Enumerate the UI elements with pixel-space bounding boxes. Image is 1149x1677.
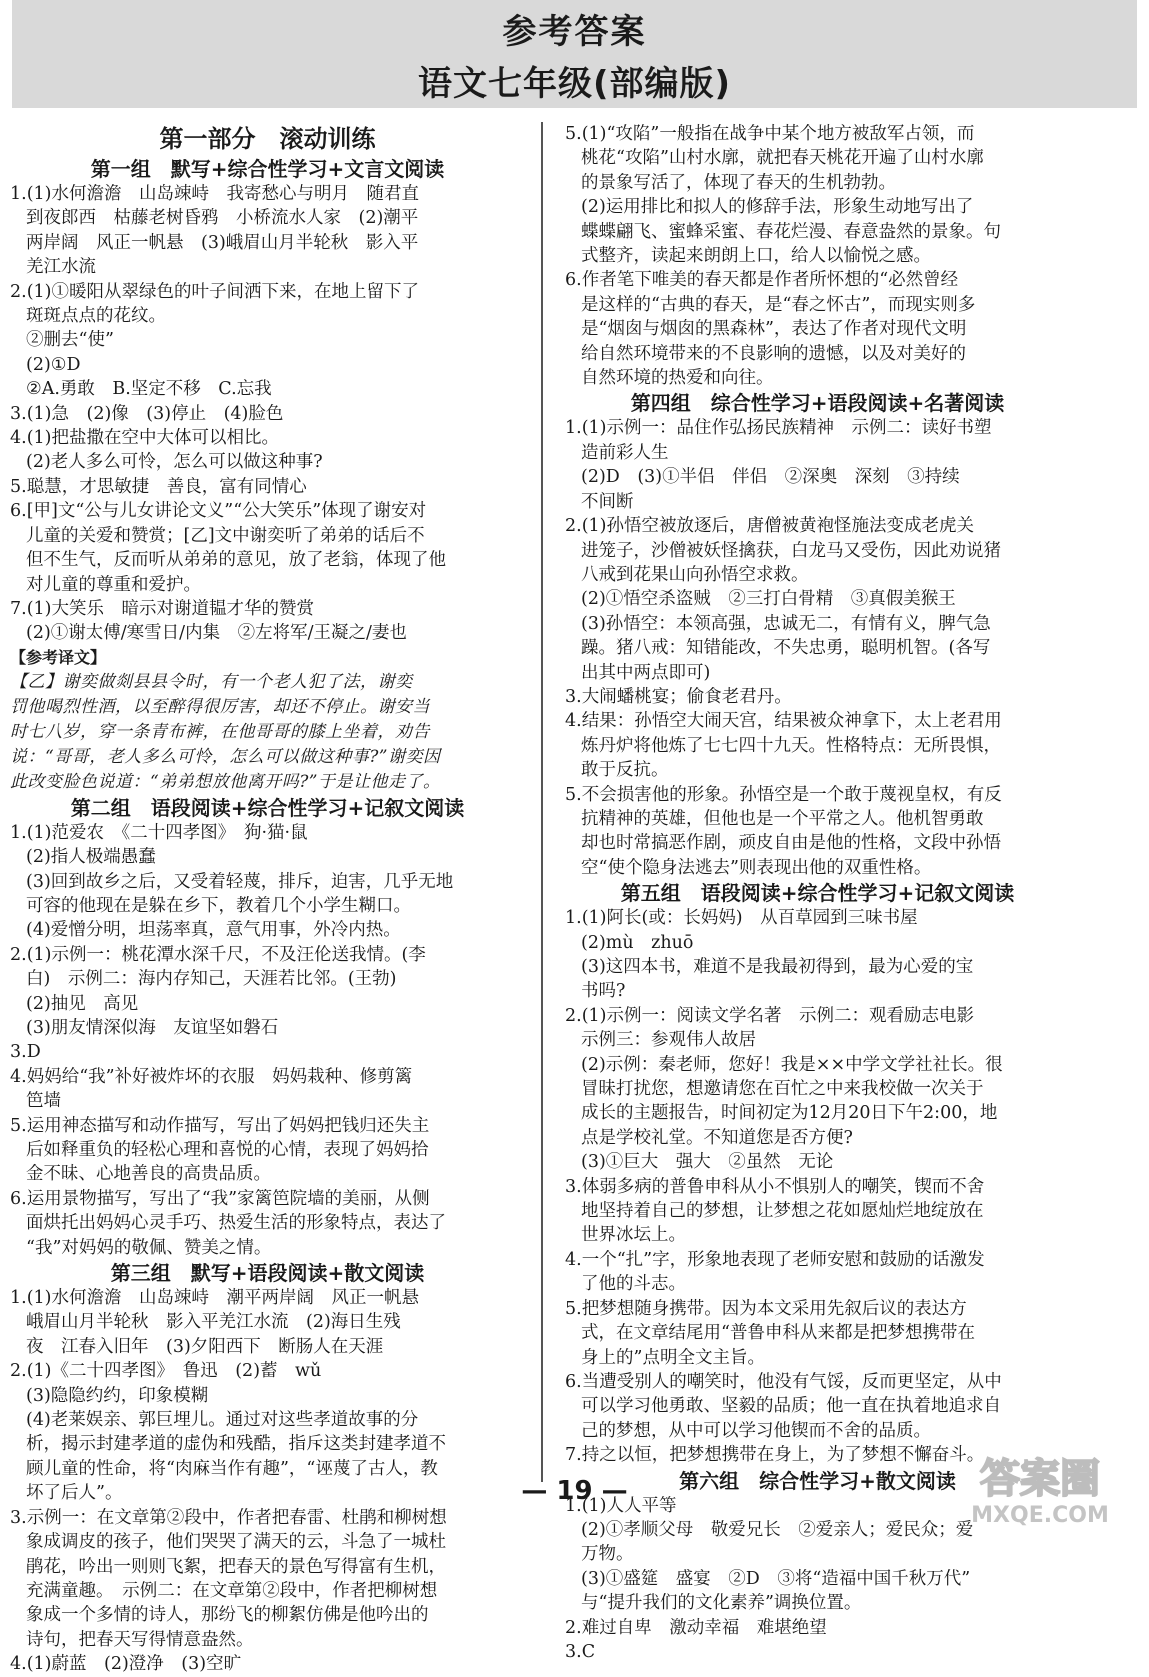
answer-line: 4.结果：孙悟空大闹天宫，结果被众神拿下，太上老君用: [565, 711, 1002, 732]
reference-label: 【参考译文】: [10, 647, 107, 667]
answer-line: 敢于反抗。: [581, 760, 669, 781]
answer-line: 6.运用景物描写，写出了“我”家篱笆院墙的美丽，从侧: [10, 1188, 430, 1209]
answer-line: 与“提升我们的文化素养”调换位置。: [581, 1593, 862, 1614]
answer-line: 儿童的关爱和赞赏；[乙]文中谢奕听了弟弟的话后不: [26, 525, 425, 546]
answer-line: 【乙】谢奕做剡县县令时，有一个老人犯了法，谢奕: [10, 671, 413, 692]
answer-line: 身上的”点明全文主旨。: [581, 1347, 765, 1368]
answer-line: (2)示例：秦老师，您好！我是××中学文学社社长。很: [581, 1054, 1003, 1075]
answer-line: 夜 江春入旧年 (3)夕阳西下 断肠人在天涯: [26, 1336, 384, 1357]
answer-line: 象成调皮的孩子，他们哭哭了满天的云，斗急了一城杜: [26, 1532, 446, 1553]
answer-line: 自然环境的热爱和向往。: [581, 368, 774, 389]
answer-line: (4)爱憎分明，坦荡率真，意气用事，外冷内热。: [26, 920, 401, 941]
answer-line: 进笼子，沙僧被妖怪擒获，白龙马又受伤，因此劝说猪: [581, 540, 1001, 561]
answer-line: 2.(1)示例一：桃花潭水深千尺，不及汪伦送我情。(李: [10, 944, 426, 965]
page-subtitle: 语文七年级(部编版): [417, 64, 732, 104]
answer-line: 顾儿童的性命，将“肉麻当作有趣”，“诬蔑了古人，教: [26, 1458, 438, 1479]
answer-line: 给自然环境带来的不良影响的遗憾，以及对美好的: [581, 343, 966, 364]
answer-line: (2)运用排比和拟人的修辞手法，形象生动地写出了: [581, 197, 974, 218]
answer-line: 此改变脸色说道：“弟弟想放他离开吗?”于是让他走了。: [10, 771, 441, 792]
answer-line: 诗句，把春天写得情意盎然。: [26, 1629, 254, 1650]
answer-line: (3)孙悟空：本领高强，忠诚无二，有情有义，脾气急: [581, 613, 991, 634]
group5-answers: [565, 906, 1070, 1467]
answer-line: (3)这四本书，难道不是我最初得到，最为心爱的宝: [581, 957, 974, 977]
answer-line: 可以学习他勇敢、坚毅的品质；他一直在执着地追求自: [581, 1396, 1001, 1417]
answer-line: 万物。: [581, 1544, 634, 1565]
answer-line: 象成一个多情的诗人，那纷飞的柳絮仿佛是他吟出的: [26, 1605, 429, 1626]
answer-line: 3.示例一：在文章第②段中，作者把春雷、杜鹃和柳树想: [10, 1507, 447, 1528]
answer-line: 到夜郎西 枯藤老树昏鸦 小桥流水人家 (2)潮平: [26, 208, 419, 229]
answer-line: (2)①孝顺父母 敬爱兄长 ②爱亲人；爱民众；爱: [581, 1519, 974, 1540]
answer-line: 是这样的“古典的春天，是“春之怀古”，而现实则多: [581, 294, 976, 315]
answer-line: 金不昧、心地善良的高贵品质。: [26, 1164, 271, 1185]
answer-line: 1.(1)范爱农 《二十四孝图》 狗·猫·鼠: [10, 822, 308, 843]
answer-line: 1.(1)示例一：品住作弘扬民族精神 示例二：读好书塑: [565, 418, 992, 439]
answer-line: (2)①谢太傅/寒雪日/内集 ②左将军/王凝之/妻也: [26, 623, 407, 644]
answer-line: 羌江水流: [26, 257, 96, 278]
answer-line: 面烘托出妈妈心灵手巧、热爱生活的形象特点，表达了: [26, 1213, 446, 1234]
answer-line: 是“烟囱与烟囱的黑森林”，表达了作者对现代文明: [581, 319, 967, 340]
group-title: 第三组 默写+语段阅读+散文阅读: [110, 1261, 425, 1286]
answer-line: (3)隐隐约约，印象模糊: [26, 1385, 209, 1406]
answer-line: 2.(1)《二十四孝图》 鲁迅 (2)蓄 wǔ: [10, 1361, 322, 1382]
answer-line: (2)D (3)①半侣 伴侣 ②深奥 深刻 ③持续: [581, 467, 960, 488]
answer-line: 己的梦想，从中可以学习他锲而不舍的品质。: [581, 1420, 931, 1441]
answer-line: 5.把梦想随身携带。因为本文采用先叙后议的表达方: [565, 1298, 967, 1319]
answer-line: (3)①巨大 强大 ②虽然 无论: [581, 1152, 834, 1173]
answer-line: 7.(1)大笑乐 暗示对谢道韫才华的赞赏: [10, 598, 314, 619]
answer-line: 7.持之以恒，把梦想携带在身上，为了梦想不懈奋斗。: [565, 1445, 985, 1466]
left-column: [10, 122, 525, 1675]
answer-line: 的景象写活了，体现了春天的生机勃勃。: [581, 172, 896, 193]
answer-line: 6.[甲]文“公与儿女讲论文义”“公大笑乐”体现了谢安对: [10, 501, 427, 522]
answer-line: 蝶蝶翩飞、蜜蜂采蜜、春花烂漫、春意盎然的景象。句: [581, 221, 1001, 242]
answer-line: (2)①D: [26, 354, 81, 375]
answer-line: (2)抽见 高见: [26, 993, 139, 1014]
page-number: — 19 —: [521, 1476, 628, 1506]
answer-line: 鹃花，吟出一则则飞絮，把春天的景色写得富有生机，: [26, 1556, 446, 1577]
answer-line: (3)①盛筵 盛宴 ②D ③将“造福中国千秋万代”: [581, 1568, 971, 1589]
answer-line: (2)①悟空杀盗贼 ②三打白骨精 ③真假美猴王: [581, 589, 956, 610]
part-title: 第一部分 滚动训练: [159, 125, 376, 153]
answer-line: (2)老人多么可怜，怎么可以做这种事?: [26, 452, 323, 473]
answer-line: 5.聪慧，才思敏捷 善良，富有同情心: [10, 476, 307, 497]
answer-line: 析，揭示封建孝道的虚伪和残酷，指斥这类封建孝道不: [26, 1434, 446, 1455]
answer-line: (3)回到故乡之后，又受着轻蔑，排斥，迫害，几乎无地: [26, 871, 454, 892]
answer-line: 峨眉山月半轮秋 影入平羌江水流 (2)海日生残: [26, 1312, 401, 1333]
answer-line: 成长的主题报告，时间初定为12月20日下午2:00，地: [581, 1103, 998, 1124]
answer-line: ②A.勇敢 B.坚定不移 C.忘我: [26, 379, 272, 400]
group-title: 第六组 综合性学习+散文阅读: [679, 1468, 956, 1493]
answer-line: 1.(1)人人平等: [565, 1495, 677, 1516]
answer-line: (3)朋友情深似海 友谊坚如磐石: [26, 1017, 279, 1038]
answer-line: 对儿童的尊重和爱护。: [26, 574, 201, 595]
answer-line: 1.(1)阿长(或：长妈妈) 从百草园到三味书屋: [565, 908, 918, 929]
answer-line: 笆墙: [26, 1091, 61, 1112]
answer-line: 桃花“攻陷”山村水廓，就把春天桃花开遍了山村水廓: [581, 148, 984, 169]
answer-line: 3.(1)急 (2)像 (3)停止 (4)脸色: [10, 403, 284, 424]
answer-line: 罚他喝烈性酒，以至醉得很厉害，却还不停止。谢安当: [10, 696, 430, 717]
answer-line: 2.(1)孙悟空被放逐后，唐僧被黄袍怪施法变成老虎关: [565, 516, 974, 537]
answer-line: 充满童趣。 示例二：在文章第②段中，作者把柳树想: [26, 1580, 438, 1601]
answer-line: 八戒到花果山向孙悟空求救。: [581, 564, 809, 585]
answer-line: 炼丹炉将他炼了七七四十九天。性格特点：无所畏惧，: [581, 735, 1001, 756]
page-title: 参考答案: [502, 12, 647, 52]
answer-line: 说：“哥哥，老人多么可怜，怎么可以做这种事?”谢奕因: [10, 746, 441, 767]
answer-line: 4.妈妈给“我”补好被炸坏的衣服 妈妈栽种、修剪篱: [10, 1066, 413, 1087]
answer-line: 冒昧打扰您，想邀请您在百忙之中来我校做一次关于: [581, 1079, 984, 1100]
answer-line: 抗精神的英雄，但他也是一个平常之人。他机智勇敢: [581, 808, 984, 829]
answer-line: 1.(1)水何澹澹 山岛竦峙 我寄愁心与明月 随君直: [10, 184, 419, 204]
answer-line: (2)指人极端愚蠢: [26, 847, 156, 868]
answer-line: 可容的他现在是躲在乡下，教着几个小学生糊口。: [26, 895, 411, 916]
answer-line: 两岸阔 风正一帆悬 (3)峨眉山月半轮秋 影入平: [26, 232, 419, 253]
answer-line: 2.(1)①暖阳从翠绿色的叶子间洒下来，在地上留下了: [10, 281, 419, 302]
answer-line: 3.体弱多病的普鲁申科从小不惧别人的嘲笑，锲而不舍: [565, 1176, 985, 1197]
answer-line: 6.作者笔下唯美的春天都是作者所怀想的“必然曾经: [565, 270, 959, 291]
svg-text:答案圈: 答案圈: [980, 1456, 1100, 1502]
answer-line: 不间断: [581, 491, 634, 512]
answer-line: 但不生气，反而听从弟弟的意见，放了老翁，体现了他: [26, 550, 446, 571]
answer-line: 5.运用神态描写和动作描写，写出了妈妈把钱归还失主: [10, 1115, 430, 1136]
answer-line: 4.(1)把盐撒在空中大体可以相比。: [10, 428, 279, 449]
group4-answers: [565, 416, 1070, 880]
answer-line: 书吗?: [581, 981, 626, 1002]
answer-line: 斑斑点点的花纹。: [26, 306, 166, 327]
answer-line: (4)老莱娱亲、郭巨埋儿。通过对这些孝道故事的分: [26, 1410, 419, 1431]
answer-line: 2.难过自卑 激动幸福 难堪绝望: [565, 1617, 827, 1638]
answer-line: 世界冰坛上。: [581, 1225, 686, 1246]
answer-line: ②删去“使”: [26, 330, 114, 351]
answer-line: 5.(1)“攻陷”一般指在战争中某个地方被敌军占领，而: [565, 124, 975, 144]
answer-line: 3.大闹蟠桃宴；偷食老君丹。: [565, 686, 792, 707]
answer-line: 6.当遭受别人的嘲笑时，他没有气馁，反而更坚定，从中: [565, 1371, 1002, 1392]
group-title: 第四组 综合性学习+语段阅读+名著阅读: [630, 391, 1005, 416]
group-title: 第二组 语段阅读+综合性学习+记叙文阅读: [70, 795, 465, 820]
answer-line: 坏了后人”。: [26, 1483, 123, 1504]
column-divider: [541, 122, 543, 1482]
answer-banner: [12, 0, 1137, 108]
answer-line: (2)mù zhuō: [581, 932, 694, 953]
answer-line: 白) 示例二：海内存知己，天涯若比邻。(王勃): [26, 969, 397, 990]
answer-line: 躁。猪八戒：知错能改，不失忠勇，聪明机智。(各写: [581, 638, 991, 659]
answer-line: 地坚持着自己的梦想，让梦想之花如愿灿烂地绽放在: [581, 1201, 984, 1222]
group-title: 第五组 语段阅读+综合性学习+记叙文阅读: [620, 881, 1015, 906]
answer-line: 出其中两点即可): [581, 662, 711, 683]
group-title: 第一组 默写+综合性学习+文言文阅读: [90, 157, 445, 181]
answer-line: 2.(1)示例一：阅读文学名著 示例二：观看励志电影: [565, 1005, 974, 1026]
answer-line: 却也时常搞恶作剧，顽皮自由是他的性格，文段中孙悟: [581, 833, 1001, 854]
answer-line: 4.(1)蔚蓝 (2)澄净 (3)空旷: [10, 1654, 242, 1675]
answer-line: 式，在文章结尾用“普鲁申科从来都是把梦想携带在: [581, 1323, 975, 1344]
answer-line: 式整齐，读起来朗朗上口，给人以愉悦之感。: [581, 246, 931, 267]
group2-answers: [10, 821, 525, 1260]
reference-translation: [10, 670, 525, 795]
svg-text:MXQE.COM: MXQE.COM: [971, 1503, 1109, 1528]
answer-line: 造前彩人生: [581, 442, 669, 463]
answer-line: 5.不会损害他的形象。孙悟空是一个敢于蔑视皇权，有反: [565, 784, 1002, 805]
answer-line: 空“使个隐身法逃去”则表现出他的双重性格。: [581, 857, 932, 878]
answer-line: 4.一个“扎”字，形象地表现了老师安慰和鼓励的话激发: [565, 1249, 985, 1270]
answer-line: “我”对妈妈的敬佩、赞美之情。: [26, 1237, 272, 1258]
answer-line: 3.D: [10, 1042, 41, 1063]
answer-line: 示例三：参观伟人故居: [581, 1030, 756, 1051]
answer-line: 3.C: [565, 1641, 596, 1662]
answer-line: 时七八岁，穿一条青布裤，在他哥哥的膝上坐着，劝告: [10, 721, 430, 742]
group3-continued-answers: [565, 122, 1070, 390]
answer-line: 后如释重负的轻松心理和喜悦的心情，表现了妈妈拾: [26, 1140, 429, 1160]
answer-line: 点是学校礼堂。不知道您是否方便?: [581, 1127, 853, 1148]
answer-line: 1.(1)水何澹澹 山岛竦峙 潮平两岸阔 风正一帆悬: [10, 1288, 419, 1309]
group1-answers: [10, 182, 525, 646]
answer-line: 了他的斗志。: [581, 1274, 686, 1295]
watermark-logo: [945, 1448, 1135, 1530]
